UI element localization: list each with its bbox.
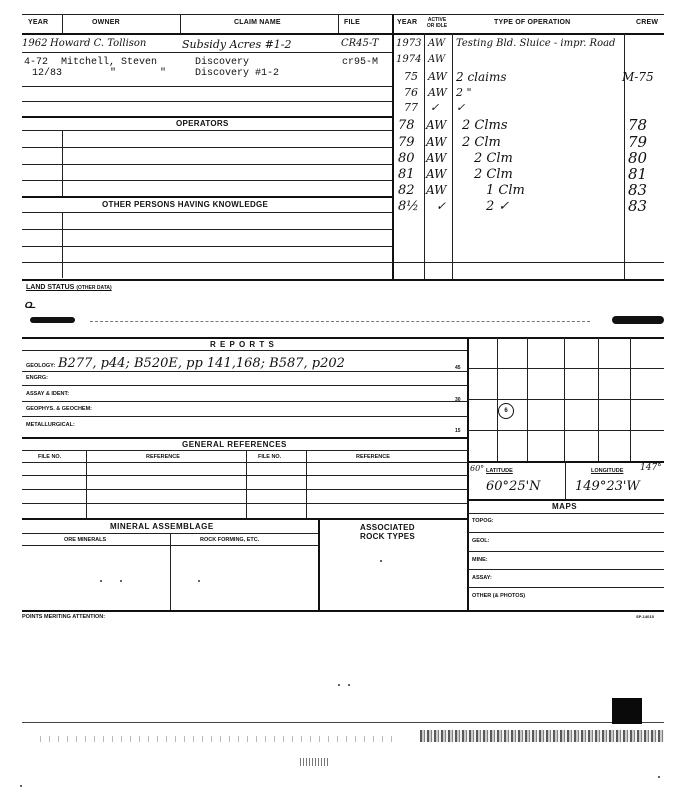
scan-dot <box>348 684 350 686</box>
general-references-title: GENERAL REFERENCES <box>182 440 287 449</box>
op-status: ✓ <box>430 101 440 114</box>
geol-label: GEOL: <box>472 538 490 544</box>
op-status: ✓ <box>436 199 447 213</box>
topog-label: TOPOG: <box>472 518 494 524</box>
scan-dot <box>198 580 200 582</box>
col-header-active-idle: ACTIVE OR IDLE <box>426 17 448 29</box>
rule <box>22 503 468 504</box>
claim-owner: Mitchell, Steven <box>61 57 158 68</box>
rule <box>22 385 468 386</box>
rule <box>468 461 664 463</box>
op-type: Testing Bld. Sluice - impr. Road <box>456 38 616 49</box>
latitude-label: LATITUDE <box>486 468 513 474</box>
claim-owner: Howard C. Tollison <box>50 38 147 49</box>
rule <box>22 545 318 546</box>
land-status-text: LAND STATUS <box>26 284 75 291</box>
margin-number: 45 <box>455 365 461 371</box>
op-year: 79 <box>398 135 415 150</box>
rule <box>22 279 664 281</box>
col-divider <box>62 130 63 196</box>
op-status: AW <box>428 54 446 65</box>
op-year: 8½ <box>398 199 419 214</box>
op-status: AW <box>426 183 447 197</box>
scan-dot <box>380 560 382 562</box>
col-divider <box>565 461 566 499</box>
op-year: 82 <box>398 183 415 198</box>
rule <box>22 130 392 131</box>
col-divider <box>62 212 63 278</box>
rule <box>22 416 468 417</box>
op-type: 2 Clms <box>462 118 508 133</box>
scan-smudge <box>30 317 75 323</box>
longitude-label: LONGITUDE <box>591 468 624 474</box>
scan-dot <box>658 776 660 778</box>
scan-noise <box>22 722 664 723</box>
margin-number: 30 <box>455 397 461 403</box>
latitude-degree: 60° <box>470 464 485 473</box>
latitude-value: 60°25'N <box>486 479 541 494</box>
geology-label: GEOLOGY: <box>26 363 56 369</box>
col-header-file-no: FILE NO. <box>258 454 282 460</box>
op-year: 77 <box>404 101 418 114</box>
col-header-owner: OWNER <box>92 19 120 26</box>
op-year: 80 <box>398 151 415 166</box>
claim-year: 4-72 <box>24 57 49 68</box>
op-type: 2 claims <box>456 70 507 84</box>
op-status: AW <box>428 38 446 49</box>
other-persons-title: OTHER PERSONS HAVING KNOWLEDGE <box>102 200 269 209</box>
scan-dot <box>100 580 102 582</box>
ore-minerals-label: ORE MINERALS <box>64 537 107 543</box>
rule <box>392 262 664 263</box>
rule <box>22 86 392 87</box>
rule <box>22 610 664 612</box>
op-crew: 83 <box>628 181 648 199</box>
rule <box>22 116 392 118</box>
rule <box>22 450 468 451</box>
op-crew: M-75 <box>622 70 654 84</box>
scan-dot <box>20 785 22 787</box>
rule <box>22 475 468 476</box>
land-status-sub: (OTHER DATA) <box>76 285 112 291</box>
geophys-label: GEOPHYS. & GEOCHEM: <box>26 406 93 412</box>
margin-number: 15 <box>455 428 461 434</box>
col-divider <box>62 14 63 33</box>
rule <box>468 499 664 501</box>
claim-year: 1962 <box>22 38 48 49</box>
rule <box>22 212 392 213</box>
col-divider <box>318 518 320 611</box>
claim-ditto: " <box>160 68 167 79</box>
engrg-label: ENGRG: <box>26 375 48 381</box>
rule <box>22 33 664 35</box>
mine-label: MINE: <box>472 557 488 563</box>
land-status-mark: ᓇ <box>24 296 36 312</box>
op-crew: 78 <box>628 116 648 134</box>
rule <box>22 262 392 263</box>
grid-line <box>468 430 664 431</box>
op-status: AW <box>428 70 447 83</box>
assay-label: ASSAY & IDENT: <box>26 391 70 397</box>
scan-smudge <box>612 316 664 324</box>
col-header-reference: REFERENCE <box>146 454 180 460</box>
col-header-file: FILE <box>344 19 360 26</box>
rule <box>22 229 392 230</box>
rule <box>22 180 392 181</box>
op-year: 1974 <box>396 54 422 65</box>
op-crew: 79 <box>628 133 648 151</box>
maps-title: MAPS <box>552 502 578 511</box>
rule <box>22 371 468 372</box>
op-year: 78 <box>398 118 415 133</box>
rule <box>22 147 392 148</box>
col-header-reference: REFERENCE <box>356 454 390 460</box>
scan-noise <box>40 736 400 742</box>
rule <box>22 462 468 463</box>
claim-name: Discovery <box>195 57 250 68</box>
op-type: 2 Clm <box>474 151 513 166</box>
claim-name: Discovery #1-2 <box>195 68 280 79</box>
assay-map-label: ASSAY: <box>472 575 492 581</box>
rule <box>22 52 392 53</box>
rock-types-label: ROCK TYPES <box>360 532 416 541</box>
op-type: ✓ <box>456 101 466 114</box>
col-divider <box>424 33 425 280</box>
rule <box>22 337 664 339</box>
claim-name: Subsidy Acres #1-2 <box>182 38 292 51</box>
col-divider <box>306 450 307 518</box>
rule <box>22 14 664 15</box>
claim-year: 12/83 <box>32 68 63 79</box>
op-year: 81 <box>398 167 415 182</box>
longitude-value: 149°23'W <box>575 479 640 494</box>
op-status: AW <box>428 86 447 99</box>
rule <box>22 350 468 351</box>
rule <box>22 164 392 165</box>
col-divider <box>338 14 339 33</box>
op-year: 76 <box>404 86 418 99</box>
associated-label: ASSOCIATED <box>360 523 415 532</box>
col-divider <box>392 14 394 280</box>
scan-dot <box>338 684 340 686</box>
rock-forming-label: ROCK FORMING, ETC. <box>200 537 260 543</box>
rule <box>22 101 392 102</box>
rule <box>468 513 664 514</box>
col-header-year-2: YEAR <box>397 19 418 26</box>
op-crew: 81 <box>628 165 648 183</box>
operators-title: OPERATORS <box>176 119 229 128</box>
scan-block <box>612 698 642 724</box>
other-photos-label: OTHER (& PHOTOS) <box>472 593 526 599</box>
col-header-file-no: FILE NO. <box>38 454 62 460</box>
claim-owner: " <box>110 68 117 79</box>
rule <box>468 587 664 588</box>
grid-line <box>468 399 664 400</box>
metallurgical-label: METALLURGICAL: <box>26 422 75 428</box>
scan-noise <box>90 321 590 323</box>
geology-value: B277, p44; B520E, pp 141,168; B587, p202 <box>58 356 345 371</box>
op-year: 1973 <box>396 38 422 49</box>
rule <box>468 569 664 570</box>
scan-dot <box>120 580 122 582</box>
rule <box>468 532 664 533</box>
rule <box>22 489 468 490</box>
op-type: 2 " <box>456 86 472 99</box>
col-divider <box>86 450 87 518</box>
col-header-type-of-operation: TYPE OF OPERATION <box>494 19 571 26</box>
col-header-crew: CREW <box>636 19 659 26</box>
op-status: AW <box>426 118 447 132</box>
op-type: 1 Clm <box>486 183 525 198</box>
op-crew: 80 <box>628 149 648 167</box>
rule <box>468 551 664 552</box>
op-year: 75 <box>404 70 418 83</box>
col-divider <box>452 33 453 280</box>
reports-title: R E P O R T S <box>210 340 275 349</box>
op-type: 2 ✓ <box>486 199 510 214</box>
op-status: AW <box>426 151 447 165</box>
longitude-degree: 147° <box>640 463 662 473</box>
op-crew: 83 <box>628 197 648 215</box>
op-type: 2 Clm <box>462 135 501 150</box>
rule <box>22 246 392 247</box>
col-header-claim-name: CLAIM NAME <box>234 19 281 26</box>
claim-file: CR45-T <box>341 38 379 49</box>
mineral-assemblage-title: MINERAL ASSEMBLAGE <box>110 522 214 531</box>
land-status-label <box>26 284 112 291</box>
rule <box>22 518 468 520</box>
grid-line <box>468 368 664 369</box>
col-header-year: YEAR <box>28 19 49 26</box>
op-status: AW <box>426 135 447 149</box>
col-divider <box>246 450 247 518</box>
rule <box>22 437 468 439</box>
col-divider <box>180 14 181 33</box>
rule <box>22 196 392 198</box>
op-status: AW <box>426 167 447 181</box>
form-number: SP-14015 <box>636 614 654 619</box>
op-type: 2 Clm <box>474 167 513 182</box>
points-meriting-label: POINTS MERITING ATTENTION: <box>22 614 106 620</box>
scan-noise <box>420 730 664 742</box>
scan-noise <box>300 758 328 766</box>
rule <box>22 401 468 402</box>
claim-file: cr95-M <box>342 57 379 68</box>
section-marker: 6 <box>498 403 514 419</box>
